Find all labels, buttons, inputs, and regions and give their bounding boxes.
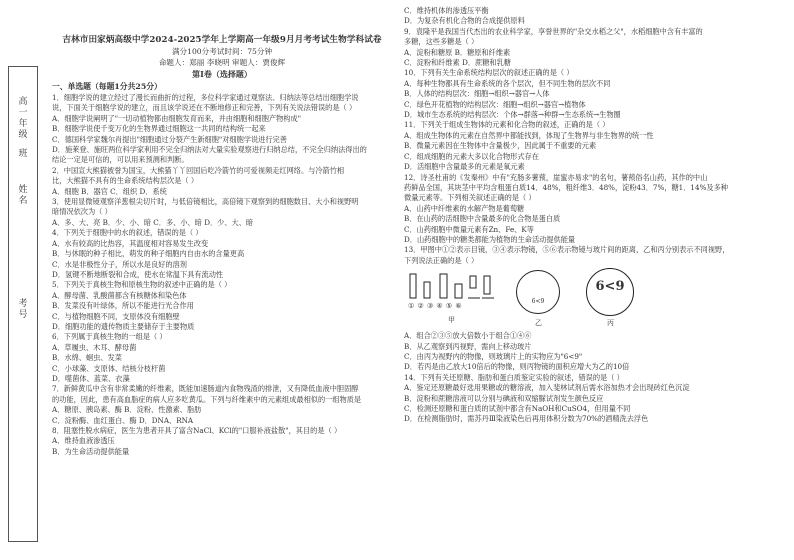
question-line: 8．阻塞性脱水病症，医生为患者开具了富含NaCl、KCl的"口服补液盐散"，其目的是（ ） (52, 426, 342, 435)
question-line: D．若丙是由乙放大10倍后的物像，则丙物镜的面积应增大为乙的10倍 (404, 362, 630, 372)
question-line: A．水有较高的比热容，其温度相对容易发生改变 (52, 238, 209, 248)
figure-number-labels: ①②③④⑤⑥ (408, 302, 465, 311)
strip-char: 年 (18, 119, 28, 129)
strip-name-label (9, 185, 37, 207)
question-line: 12．诗圣杜甫的《发秦州》中有"充肠多薯蓣，崖蜜亦易求"的名句，薯蓣俗名山药，其作的中山 (404, 172, 708, 182)
question-line: C．绿色开花植物的结构层次：细胞→组织→器官→植物体 (404, 99, 586, 109)
exam-meta-authors: 命题人：郑丽 李晓明 审题人：贾俊辉 (158, 58, 286, 67)
view-yi-text: 6<9 (531, 298, 545, 306)
right-column (404, 6, 784, 425)
question-line: A．每种生物都具有生命系统的各个层次，但不同生物的层次不同 (404, 78, 611, 88)
question-line: 14．下列有关还原糖、脂肪和蛋白质鉴定实验的叙述，错误的是（ ） (404, 372, 624, 382)
question-line: C．山药细胞中微量元素有Zn、Fe、K等 (404, 224, 534, 234)
question-line: B．淀粉和蔗糖溶液可以分别与碘液和双缩脲试剂发生颜色反应 (404, 393, 604, 403)
question-line: D．氢键不断地断裂和合成，使水在常温下具有流动性 (52, 269, 224, 279)
question-line: A．多、大、亮 B．少、小、暗 C．多、小、暗 D．少、大、暗 (52, 217, 254, 227)
eyepiece-2-shape (424, 282, 430, 298)
question-line: B．为生命活动提供能量 (52, 446, 130, 456)
question-line: 说，下面关于细胞学说的建立，而且该学说还在不断地修正和完善，下列有关说法错误的是（ ） (52, 103, 357, 113)
question-line: C．与植物细胞不同，支原体没有细胞壁 (52, 311, 180, 321)
question-line: 比，大熊猫不具有的生命系统结构层次是（ ） (52, 176, 199, 186)
question-line: 结论一定是可信的，可以用来预测和判断。 (52, 155, 189, 165)
exam-meta-score: 满分100分考试时间：75分钟 (171, 47, 273, 56)
view-bing-text: 6<9 (595, 279, 625, 295)
question-line: 10．下列有关生命系统结构层次的叙述正确的是（ ） (404, 68, 574, 78)
left-question-list (52, 93, 392, 457)
question-line: D．在检测脂肪时，需苏丹Ⅲ染液染色后再用体积分数为70%的酒精洗去浮色 (404, 414, 649, 424)
question-line: A．山药中纤维素的水解产物是葡萄糖 (404, 203, 525, 213)
strip-class-label (9, 97, 37, 141)
question-line: A．酵母菌、乳酸菌都含有核糖体和染色体 (52, 290, 187, 300)
strip-id-label (9, 299, 37, 321)
strip-class2-label (9, 149, 37, 160)
question-line: B．发菜没有叶绿体，所以不能进行光合作用 (52, 301, 194, 311)
question-line: 11．下列关于组成生物体的元素和化合物的叙述，正确的是（ ） (404, 120, 610, 130)
strip-char: 考 (18, 299, 28, 309)
microscope-figure (404, 268, 784, 330)
question-line: 多糖，这些多糖是（ ） (404, 37, 479, 47)
question-line: B．细胞学说使千变万化的生物界通过细胞这一共同的结构统一起来 (52, 124, 266, 134)
question-line: 下列说法正确的是（ ） (404, 255, 479, 265)
exam-title: 吉林市田家炳高级中学2024-2025学年上学期高一年级9月月考考试生物学科试卷 (62, 35, 382, 45)
binding-strip (8, 66, 38, 542)
question-line: A．细胞学说阐明了"一切动植物都由细胞发育而来，并由细胞和细胞产物构成" (52, 113, 301, 123)
objective-3-shape (440, 274, 447, 298)
question-line: A．组合②③⑤放大倍数小于组合①④⑥ (404, 331, 532, 341)
question-line: 13．甲图中①②表示目镜，③④表示物镜，⑤⑥表示物镜与玻片间的距离，乙和丙分别表示不同视野， (404, 245, 730, 255)
strip-char: 级 (18, 130, 28, 140)
right-question-list-b (404, 331, 784, 425)
question-line: 暗情况依次为（ ） (52, 207, 112, 217)
question-line: B．与休眠的种子相比，萌发的种子细胞内自由水的含量更高 (52, 249, 245, 259)
question-line: 的功能，因此，患有高血脂症的病人应多吃黄瓜。下列与纤维素中的元素组成最相似的一组物质是 (52, 394, 362, 404)
question-line: 1．细胞学说的建立经过了漫长而曲折的过程，多位科学家通过观察法、归纳法等总结出细胞学说 (52, 93, 359, 102)
question-line: 3．使用显微镜观察洋葱根尖切片时，与低倍镜相比，高倍镜下观察到的细胞数目、大小和视野明 (52, 197, 359, 207)
question-line: B．水绵、蛔虫、发菜 (52, 353, 122, 363)
question-line: D．细胞功能的遗传物质主要储存于主要物质 (52, 321, 195, 331)
question-line: D．城市生态系统的结构层次：个体→群落→种群→生态系统→生物圈 (404, 110, 621, 120)
figure-label-yi: 乙 (535, 319, 542, 328)
question-line: C．小球藻、支原体、结核分枝杆菌 (52, 363, 166, 373)
question-line: A．组成生物体的元素在自然界中都能找到，体现了生物界与非生物界的统一性 (404, 130, 654, 140)
question-line: D．活细胞中含量最多的元素是氧元素 (404, 162, 525, 172)
question-line: 2．中国宣大熊猫被誉为国宝，大熊猫丫丫回国后吃冷箭竹的可爱视频走红网络。与冷箭竹相 (52, 165, 345, 175)
eyepiece-1-shape (410, 274, 416, 298)
question-line: A．草履虫、木耳、酵母菌 (52, 342, 137, 352)
section-title: 一、单选题（每题1分共25分） (52, 82, 162, 91)
question-line: 9．袁隆平是我国当代杰出的农业科学家，享誉世界的"杂交水稻之父"，水稻细胞中含有丰富的 (404, 26, 703, 36)
question-line: B．在山药的活细胞中含量最多的化合物是蛋白质 (404, 214, 561, 224)
distance-6-lens (484, 276, 490, 294)
question-line: C．淀粉和纤维素 D．蔗糖和乳糖 (404, 58, 511, 68)
question-line: 7．新鲜黄瓜中含有非常柔嫩的纤维素，既能加速肠道内食物残渣的排泄，又有降低血液中胆固醇 (52, 384, 359, 394)
question-line: C．由丙为视野内的物像，则玻璃片上的实物应为"6<9" (404, 351, 583, 361)
question-line: 6．下列属于真核生物的一组是（ ） (52, 332, 167, 342)
distance-5-lens (470, 276, 476, 288)
figure-label-jia: 甲 (448, 316, 455, 325)
question-line: D．山药细胞中的糖类都能为植物的生命活动提供能量 (404, 234, 576, 244)
question-line: C．检测还原糖和蛋白质的试剂中都含有NaOH和CuSO4，但用量不同 (404, 404, 631, 413)
question-line: A．细胞 B．器官 C．组织 D．系统 (52, 186, 167, 196)
question-line: 微量元素等。下列相关叙述正确的是（ ） (404, 193, 536, 203)
question-line: 药鲜品全国，其块茎中平均含粗蛋白质14．48%，粗纤维3．48%，淀粉43．7%，糖1．14%及多种 (404, 182, 728, 192)
strip-char: 名 (18, 196, 28, 206)
right-question-list-a (404, 6, 784, 266)
strip-char: 班 (18, 149, 28, 159)
left-column (52, 34, 392, 457)
question-line: D．施莱登、施旺两位科学家利用不完全归纳法对大量实验观察进行归纳总结，不完全归纳法得出的 (52, 145, 367, 155)
strip-char: 姓 (18, 185, 28, 195)
view-circle-bing (586, 268, 634, 316)
question-line: A．维持血液渗透压 (52, 436, 115, 446)
question-line: D．为复杂有机化合物的合成提供原料 (404, 16, 525, 26)
strip-char: 高 (18, 97, 28, 107)
figure-label-bing: 丙 (607, 319, 614, 328)
strip-char: 一 (18, 108, 28, 118)
question-line: B．从乙观察到丙视野，需向上移动玻片 (404, 341, 532, 351)
view-circle-yi (516, 270, 560, 314)
question-line: B．微量元素因在生物体中含量极少，因此属于不重要的元素 (404, 141, 597, 151)
question-line: C．德国科学家魏尔肖提出"细胞通过分裂产生新细胞"对细胞学说进行完善 (52, 134, 287, 144)
objective-4-shape (455, 284, 462, 298)
strip-char: 号 (18, 310, 28, 320)
question-line: A．鉴定还原糖最好选用果糖或的糖溶液，加入斐林试剂后需水浴加热才会出现砖红色沉淀 (404, 383, 690, 393)
question-line: 4．下列关于细胞中的水的叙述，错误的是（ ） (52, 228, 203, 238)
question-line: A．糖原、胰岛素、酶 B．淀粉、性激素、脂肪 (52, 405, 202, 415)
question-line: B．人体的结构层次：细胞→组织→器官→人体 (404, 89, 550, 99)
question-line: C．组成细胞的元素大多以化合物形式存在 (404, 151, 539, 161)
question-line: A．淀粉和糖原 B．糖原和纤维素 (404, 47, 511, 57)
question-line: C．水是非极性分子，所以水是良好的溶剂 (52, 259, 187, 269)
part-title: 第Ⅰ卷（选择题） (192, 69, 252, 79)
question-line: 5．下列关于真核生物和原核生物的叙述中正确的是（ ） (52, 280, 232, 290)
question-line: C．淀粉酶、血红蛋白、酶 D．DNA、RNA (52, 415, 194, 425)
question-line: D．噬菌体、蓝菜、衣藻 (52, 373, 130, 383)
question-line: C．维持机体的渗透压平衡 (404, 6, 489, 15)
